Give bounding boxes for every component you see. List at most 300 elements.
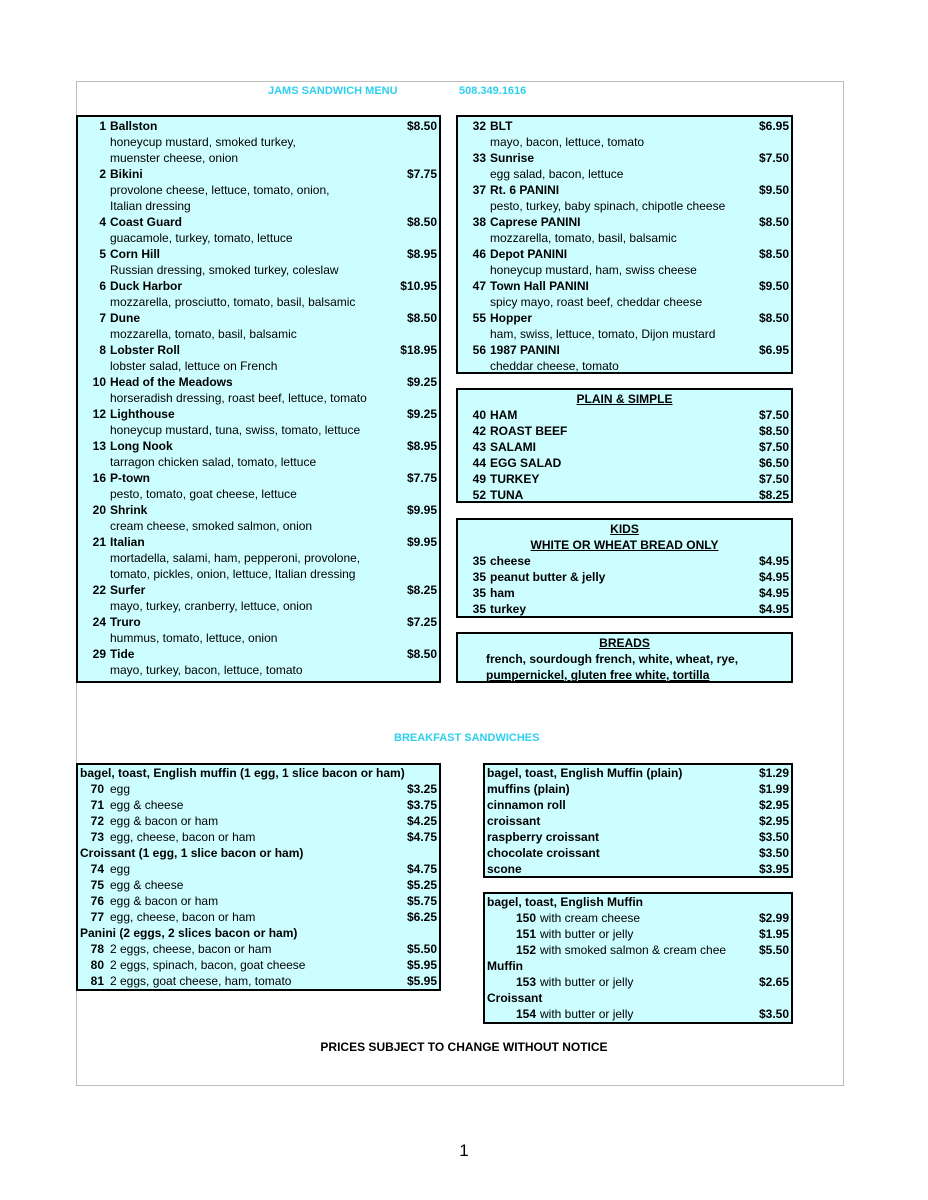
plain-simple-box bbox=[456, 388, 793, 503]
item-number: 77 bbox=[90, 910, 104, 924]
menu-item-row bbox=[458, 214, 791, 230]
item-price: $5.75 bbox=[406, 894, 437, 908]
item-number: 5 bbox=[99, 247, 106, 261]
item-name: TURKEY bbox=[490, 472, 540, 486]
item-ingredients: cream cheese, smoked salmon, onion bbox=[110, 519, 313, 533]
item-ingredients: honeycup mustard, smoked turkey, bbox=[110, 135, 296, 149]
item-description bbox=[78, 198, 439, 214]
item-price: $8.50 bbox=[758, 311, 789, 325]
item-number: 35 bbox=[472, 570, 486, 584]
item-price: $4.95 bbox=[758, 570, 789, 584]
item-ingredients: provolone cheese, lettuce, tomato, onion, bbox=[110, 183, 330, 197]
breakfast-item-row bbox=[485, 910, 791, 926]
item-name: BLT bbox=[490, 119, 513, 133]
item-name: scone bbox=[487, 862, 522, 876]
item-name: ham bbox=[490, 586, 515, 600]
item-name: with butter or jelly bbox=[540, 975, 634, 989]
item-number: 1 bbox=[99, 119, 106, 133]
breakfast-item-row bbox=[485, 942, 791, 958]
simple-item-row bbox=[458, 455, 791, 471]
menu-item-row bbox=[78, 374, 439, 390]
item-ingredients: pesto, turkey, baby spinach, chipotle cheese bbox=[490, 199, 726, 213]
bakery-item-row bbox=[485, 861, 791, 877]
breakfast-item-row bbox=[78, 893, 439, 909]
item-price: $1.29 bbox=[758, 766, 789, 780]
item-ingredients: mozzarella, prosciutto, tomato, basil, balsamic bbox=[110, 295, 356, 309]
item-name: SALAMI bbox=[490, 440, 536, 454]
bakery-item-row bbox=[485, 829, 791, 845]
item-name: egg, cheese, bacon or ham bbox=[110, 910, 256, 924]
item-name: Hopper bbox=[490, 311, 532, 325]
item-number: 8 bbox=[99, 343, 106, 357]
item-name: Dune bbox=[110, 311, 140, 325]
heading-text: bagel, toast, English Muffin bbox=[487, 895, 643, 909]
breakfast-box bbox=[76, 763, 441, 991]
item-price: $6.95 bbox=[758, 119, 789, 133]
item-ingredients: Russian dressing, smoked turkey, coleslaw bbox=[110, 263, 339, 277]
item-description bbox=[458, 166, 791, 182]
price-notice: PRICES SUBJECT TO CHANGE WITHOUT NOTICE bbox=[320, 1040, 608, 1054]
item-price: $5.25 bbox=[406, 878, 437, 892]
item-price: $2.99 bbox=[758, 911, 789, 925]
item-ingredients: tarragon chicken salad, tomato, lettuce bbox=[110, 455, 317, 469]
bakery-item-row bbox=[485, 781, 791, 797]
item-name: HAM bbox=[490, 408, 518, 422]
simple-item-row bbox=[458, 471, 791, 487]
item-name: Bikini bbox=[110, 167, 143, 181]
item-description bbox=[78, 630, 439, 646]
item-number: 49 bbox=[472, 472, 486, 486]
item-number: 32 bbox=[472, 119, 486, 133]
item-number: 13 bbox=[92, 439, 106, 453]
menu-item-row bbox=[78, 646, 439, 662]
section-heading bbox=[78, 765, 439, 781]
menu-item-row bbox=[78, 166, 439, 182]
item-price: $6.25 bbox=[406, 910, 437, 924]
item-price: $3.50 bbox=[758, 1007, 789, 1021]
item-price: $4.75 bbox=[406, 862, 437, 876]
bakery-item-row bbox=[485, 813, 791, 829]
item-price: $8.50 bbox=[758, 424, 789, 438]
item-price: $7.50 bbox=[758, 151, 789, 165]
item-ingredients: mayo, turkey, cranberry, lettuce, onion bbox=[110, 599, 313, 613]
item-number: 80 bbox=[90, 958, 104, 972]
item-name: Ballston bbox=[110, 119, 158, 133]
sandwich-list-left bbox=[76, 115, 441, 683]
bakery-box bbox=[483, 763, 793, 878]
simple-item-row bbox=[458, 601, 791, 617]
item-price: $3.50 bbox=[758, 830, 789, 844]
section-heading bbox=[78, 845, 439, 861]
item-price: $8.50 bbox=[758, 215, 789, 229]
item-ingredients: mayo, bacon, lettuce, tomato bbox=[490, 135, 645, 149]
breakfast-item-row bbox=[78, 941, 439, 957]
menu-item-row bbox=[458, 310, 791, 326]
item-ingredients: mayo, turkey, bacon, lettuce, tomato bbox=[110, 663, 303, 677]
item-description bbox=[78, 454, 439, 470]
breakfast-title: BREAKFAST SANDWICHES bbox=[394, 732, 540, 744]
item-description bbox=[458, 358, 791, 374]
item-price: $1.99 bbox=[758, 782, 789, 796]
item-price: $8.50 bbox=[406, 311, 437, 325]
bakery-item-row bbox=[485, 765, 791, 781]
item-description bbox=[458, 262, 791, 278]
item-price: $8.50 bbox=[758, 247, 789, 261]
item-name: Sunrise bbox=[490, 151, 535, 165]
page-number: 1 bbox=[459, 1141, 469, 1160]
item-name: chocolate croissant bbox=[487, 846, 600, 860]
breakfast-item-row bbox=[78, 797, 439, 813]
item-name: Italian bbox=[110, 535, 145, 549]
item-description bbox=[78, 598, 439, 614]
item-price: $18.95 bbox=[400, 343, 437, 357]
item-number: 78 bbox=[90, 942, 104, 956]
menu-item-row bbox=[78, 438, 439, 454]
bakery-item-row bbox=[485, 845, 791, 861]
item-ingredients: guacamole, turkey, tomato, lettuce bbox=[110, 231, 293, 245]
kids-subtitle: WHITE OR WHEAT BREAD ONLY bbox=[530, 538, 719, 552]
item-description bbox=[78, 262, 439, 278]
section-heading bbox=[485, 958, 791, 974]
heading-text: bagel, toast, English muffin (1 egg, 1 slice bacon or ham) bbox=[80, 766, 405, 780]
item-number: 43 bbox=[472, 440, 486, 454]
item-price: $8.95 bbox=[406, 439, 437, 453]
breakfast-item-row bbox=[78, 813, 439, 829]
item-number: 52 bbox=[472, 488, 486, 502]
simple-item-row bbox=[458, 487, 791, 503]
item-price: $8.95 bbox=[406, 247, 437, 261]
simple-item-row bbox=[458, 569, 791, 585]
item-number: 44 bbox=[472, 456, 486, 470]
plain-simple-title: PLAIN & SIMPLE bbox=[576, 392, 673, 406]
item-name: Corn Hill bbox=[110, 247, 160, 261]
item-description bbox=[78, 294, 439, 310]
item-ingredients: tomato, pickles, onion, lettuce, Italian dressing bbox=[110, 567, 356, 581]
item-name: 2 eggs, goat cheese, ham, tomato bbox=[110, 974, 292, 988]
item-description bbox=[458, 198, 791, 214]
item-number: 35 bbox=[472, 554, 486, 568]
item-price: $2.65 bbox=[758, 975, 789, 989]
item-number: 153 bbox=[515, 975, 536, 989]
kids-box bbox=[456, 518, 793, 618]
item-name: egg bbox=[110, 782, 131, 796]
item-price: $7.50 bbox=[758, 408, 789, 422]
item-number: 35 bbox=[472, 586, 486, 600]
breakfast-item-row bbox=[485, 974, 791, 990]
item-price: $2.95 bbox=[758, 798, 789, 812]
item-price: $6.95 bbox=[758, 343, 789, 357]
item-price: $9.50 bbox=[758, 279, 789, 293]
item-number: 151 bbox=[515, 927, 536, 941]
item-number: 71 bbox=[90, 798, 104, 812]
item-price: $7.50 bbox=[758, 472, 789, 486]
item-name: Coast Guard bbox=[110, 215, 183, 229]
item-name: TUNA bbox=[490, 488, 524, 502]
heading-text: Croissant bbox=[487, 991, 543, 1005]
item-number: 6 bbox=[99, 279, 106, 293]
item-name: Depot PANINI bbox=[490, 247, 568, 261]
item-description bbox=[78, 390, 439, 406]
item-number: 12 bbox=[92, 407, 106, 421]
menu-item-row bbox=[78, 246, 439, 262]
item-description bbox=[78, 182, 439, 198]
item-name: 2 eggs, cheese, bacon or ham bbox=[110, 942, 272, 956]
item-price: $10.95 bbox=[400, 279, 437, 293]
item-price: $5.95 bbox=[406, 958, 437, 972]
simple-item-row bbox=[458, 439, 791, 455]
menu-item-row bbox=[458, 246, 791, 262]
item-number: 35 bbox=[472, 602, 486, 616]
item-name: Lobster Roll bbox=[110, 343, 181, 357]
item-ingredients: spicy mayo, roast beef, cheddar cheese bbox=[490, 295, 703, 309]
item-ingredients: muenster cheese, onion bbox=[110, 151, 239, 165]
item-number: 20 bbox=[92, 503, 106, 517]
menu-item-row bbox=[78, 214, 439, 230]
item-name: Tide bbox=[110, 647, 135, 661]
item-name: 1987 PANINI bbox=[490, 343, 560, 357]
item-name: raspberry croissant bbox=[487, 830, 600, 844]
item-number: 75 bbox=[90, 878, 104, 892]
item-number: 154 bbox=[515, 1007, 536, 1021]
item-description bbox=[78, 518, 439, 534]
item-number: 21 bbox=[92, 535, 106, 549]
item-number: 152 bbox=[515, 943, 536, 957]
breakfast-item-row bbox=[78, 781, 439, 797]
item-ingredients: mozzarella, tomato, basil, balsamic bbox=[110, 327, 297, 341]
item-number: 37 bbox=[472, 183, 486, 197]
breakfast-item-row bbox=[78, 829, 439, 845]
item-price: $5.95 bbox=[406, 974, 437, 988]
item-number: 7 bbox=[99, 311, 106, 325]
item-name: cheese bbox=[490, 554, 531, 568]
section-heading bbox=[485, 990, 791, 1006]
menu-title: JAMS SANDWICH MENU bbox=[268, 85, 398, 97]
item-ingredients: horseradish dressing, roast beef, lettuce, tomato bbox=[110, 391, 367, 405]
item-name: Head of the Meadows bbox=[110, 375, 233, 389]
item-name: Truro bbox=[110, 615, 141, 629]
item-price: $4.95 bbox=[758, 602, 789, 616]
item-price: $8.25 bbox=[758, 488, 789, 502]
item-number: 40 bbox=[472, 408, 486, 422]
item-number: 150 bbox=[515, 911, 536, 925]
item-number: 47 bbox=[472, 279, 486, 293]
item-price: $2.95 bbox=[758, 814, 789, 828]
item-name: Surfer bbox=[110, 583, 146, 597]
menu-item-row bbox=[78, 342, 439, 358]
item-price: $9.95 bbox=[406, 503, 437, 517]
item-name: with butter or jelly bbox=[540, 1007, 634, 1021]
item-price: $8.25 bbox=[406, 583, 437, 597]
item-description bbox=[78, 326, 439, 342]
item-description bbox=[78, 150, 439, 166]
bakery-item-row bbox=[485, 797, 791, 813]
item-price: $7.75 bbox=[406, 167, 437, 181]
item-name: with smoked salmon & cream chee bbox=[540, 943, 727, 957]
spreads-box bbox=[483, 892, 793, 1024]
item-name: muffins (plain) bbox=[487, 782, 570, 796]
item-price: $9.25 bbox=[406, 407, 437, 421]
simple-item-row bbox=[458, 553, 791, 569]
item-name: Town Hall PANINI bbox=[490, 279, 589, 293]
simple-item-row bbox=[458, 407, 791, 423]
heading-text: Panini (2 eggs, 2 slices bacon or ham) bbox=[80, 926, 298, 940]
item-ingredients: ham, swiss, lettuce, tomato, Dijon mustard bbox=[490, 327, 716, 341]
item-price: $1.95 bbox=[758, 927, 789, 941]
item-name: cinnamon roll bbox=[487, 798, 566, 812]
kids-title: KIDS bbox=[610, 522, 639, 536]
item-name: with cream cheese bbox=[540, 911, 641, 925]
item-description bbox=[78, 422, 439, 438]
item-name: Shrink bbox=[110, 503, 148, 517]
item-name: 2 eggs, spinach, bacon, goat cheese bbox=[110, 958, 306, 972]
item-price: $8.50 bbox=[406, 215, 437, 229]
menu-item-row bbox=[78, 614, 439, 630]
menu-item-row bbox=[78, 118, 439, 134]
section-heading bbox=[78, 925, 439, 941]
item-price: $8.50 bbox=[406, 119, 437, 133]
item-description bbox=[78, 358, 439, 374]
simple-item-row bbox=[458, 423, 791, 439]
item-ingredients: mozzarella, tomato, basil, balsamic bbox=[490, 231, 677, 245]
item-description bbox=[458, 134, 791, 150]
item-price: $4.25 bbox=[406, 814, 437, 828]
item-number: 70 bbox=[90, 782, 104, 796]
item-name: Lighthouse bbox=[110, 407, 175, 421]
breads-box bbox=[456, 632, 793, 683]
item-name: croissant bbox=[487, 814, 541, 828]
item-price: $4.95 bbox=[758, 554, 789, 568]
item-price: $7.75 bbox=[406, 471, 437, 485]
item-description bbox=[458, 230, 791, 246]
breakfast-item-row bbox=[485, 926, 791, 942]
item-ingredients: egg salad, bacon, lettuce bbox=[490, 167, 624, 181]
heading-text: Croissant (1 egg, 1 slice bacon or ham) bbox=[80, 846, 304, 860]
sandwich-list-right bbox=[456, 115, 793, 374]
item-number: 24 bbox=[92, 615, 106, 629]
item-price: $3.75 bbox=[406, 798, 437, 812]
item-ingredients: honeycup mustard, ham, swiss cheese bbox=[490, 263, 697, 277]
phone-number: 508.349.1616 bbox=[459, 85, 527, 97]
item-description bbox=[78, 550, 439, 566]
item-number: 33 bbox=[472, 151, 486, 165]
item-price: $3.50 bbox=[758, 846, 789, 860]
item-name: Caprese PANINI bbox=[490, 215, 581, 229]
menu-item-row bbox=[458, 118, 791, 134]
menu-item-row bbox=[458, 182, 791, 198]
item-name: Long Nook bbox=[110, 439, 173, 453]
item-description bbox=[78, 230, 439, 246]
menu-item-row bbox=[78, 534, 439, 550]
item-name: egg, cheese, bacon or ham bbox=[110, 830, 256, 844]
item-description bbox=[458, 326, 791, 342]
item-number: 74 bbox=[90, 862, 104, 876]
simple-item-row bbox=[458, 585, 791, 601]
item-price: $9.50 bbox=[758, 183, 789, 197]
item-description bbox=[458, 294, 791, 310]
item-price: $8.50 bbox=[406, 647, 437, 661]
item-name: egg & bacon or ham bbox=[110, 814, 219, 828]
item-ingredients: lobster salad, lettuce on French bbox=[110, 359, 278, 373]
item-number: 73 bbox=[90, 830, 104, 844]
item-number: 76 bbox=[90, 894, 104, 908]
breads-title: BREADS bbox=[599, 636, 650, 650]
item-number: 56 bbox=[472, 343, 486, 357]
item-price: $3.95 bbox=[758, 862, 789, 876]
breads-line-2: pumpernickel, gluten free white, tortilla bbox=[486, 668, 710, 682]
item-number: 2 bbox=[99, 167, 106, 181]
breakfast-item-row bbox=[78, 957, 439, 973]
item-name: egg & bacon or ham bbox=[110, 894, 219, 908]
menu-item-row bbox=[78, 502, 439, 518]
item-number: 81 bbox=[90, 974, 104, 988]
item-name: Duck Harbor bbox=[110, 279, 183, 293]
menu-item-row bbox=[78, 406, 439, 422]
item-price: $9.25 bbox=[406, 375, 437, 389]
menu-item-row bbox=[78, 582, 439, 598]
section-heading bbox=[485, 894, 791, 910]
item-name: peanut butter & jelly bbox=[490, 570, 606, 584]
item-price: $3.25 bbox=[406, 782, 437, 796]
item-name: turkey bbox=[490, 602, 527, 616]
item-name: egg & cheese bbox=[110, 798, 184, 812]
menu-item-row bbox=[458, 342, 791, 358]
item-price: $7.50 bbox=[758, 440, 789, 454]
menu-item-row bbox=[78, 278, 439, 294]
item-price: $6.50 bbox=[758, 456, 789, 470]
item-description bbox=[78, 486, 439, 502]
item-price: $4.95 bbox=[758, 586, 789, 600]
menu-item-row bbox=[458, 278, 791, 294]
item-number: 10 bbox=[92, 375, 106, 389]
menu-item-row bbox=[78, 310, 439, 326]
item-name: EGG SALAD bbox=[490, 456, 562, 470]
item-ingredients: cheddar cheese, tomato bbox=[490, 359, 619, 373]
menu-item-row bbox=[78, 470, 439, 486]
item-price: $5.50 bbox=[406, 942, 437, 956]
item-number: 55 bbox=[472, 311, 486, 325]
item-price: $5.50 bbox=[758, 943, 789, 957]
item-name: egg bbox=[110, 862, 131, 876]
item-name: bagel, toast, English Muffin (plain) bbox=[487, 766, 683, 780]
item-number: 46 bbox=[472, 247, 486, 261]
item-ingredients: mortadella, salami, ham, pepperoni, provolone, bbox=[110, 551, 361, 565]
item-ingredients: honeycup mustard, tuna, swiss, tomato, lettuce bbox=[110, 423, 361, 437]
item-number: 4 bbox=[99, 215, 106, 229]
item-number: 16 bbox=[92, 471, 106, 485]
breakfast-item-row bbox=[78, 973, 439, 989]
item-name: P-town bbox=[110, 471, 150, 485]
breads-line-1: french, sourdough french, white, wheat, rye, bbox=[486, 652, 739, 666]
breakfast-item-row bbox=[78, 877, 439, 893]
item-name: ROAST BEEF bbox=[490, 424, 568, 438]
item-number: 29 bbox=[92, 647, 106, 661]
breakfast-item-row bbox=[485, 1006, 791, 1022]
item-name: Rt. 6 PANINI bbox=[490, 183, 560, 197]
item-ingredients: pesto, tomato, goat cheese, lettuce bbox=[110, 487, 297, 501]
item-number: 38 bbox=[472, 215, 486, 229]
item-number: 22 bbox=[92, 583, 106, 597]
item-price: $7.25 bbox=[406, 615, 437, 629]
item-name: egg & cheese bbox=[110, 878, 184, 892]
heading-text: Muffin bbox=[487, 959, 523, 973]
item-price: $9.95 bbox=[406, 535, 437, 549]
item-number: 72 bbox=[90, 814, 104, 828]
item-price: $4.75 bbox=[406, 830, 437, 844]
item-description bbox=[78, 662, 439, 678]
item-description bbox=[78, 134, 439, 150]
item-description bbox=[78, 566, 439, 582]
menu-item-row bbox=[458, 150, 791, 166]
